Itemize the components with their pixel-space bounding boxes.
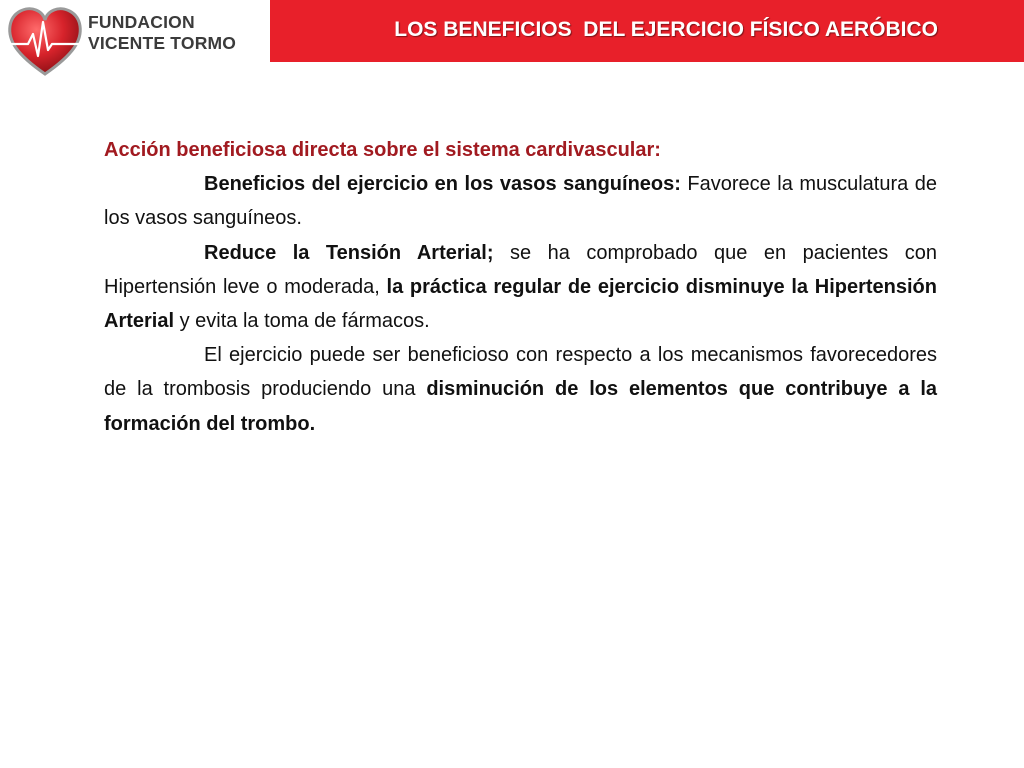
logo-line-1: FUNDACION xyxy=(88,12,195,32)
heart-ecg-icon xyxy=(6,4,84,78)
p2-text-2: y evita la toma de fármacos. xyxy=(174,310,430,333)
slide-title: LOS BENEFICIOS DEL EJERCICIO FÍSICO AERÓBICO xyxy=(394,18,938,41)
title-bar xyxy=(270,0,1024,62)
paragraph-thrombosis xyxy=(104,338,937,441)
slide-body xyxy=(104,133,937,441)
p1-bold: Beneficios del ejercicio en los vasos sanguíneos: xyxy=(204,173,681,196)
logo-line-2: VICENTE TORMO xyxy=(88,33,237,53)
logo-wordmark xyxy=(88,12,236,54)
p2-text-1: se ha comprobado que en pacientes con Hipertensión leve o moderada, xyxy=(104,241,937,298)
p2-bold-1: Reduce la Tensión Arterial; xyxy=(204,241,494,264)
p3-text-1: El ejercicio puede ser beneficioso con respecto a los mecanismos favorecedores de la trombosis produciendo una xyxy=(104,344,937,401)
paragraph-blood-vessels xyxy=(104,167,937,235)
p3-bold-1: disminución de los elementos que contribuye a la formación del trombo. xyxy=(104,378,938,435)
foundation-logo xyxy=(4,4,266,80)
paragraph-blood-pressure xyxy=(104,236,937,339)
p2-bold-2: la práctica regular de ejercicio disminuye la Hipertensión Arterial xyxy=(104,275,937,333)
section-heading: Acción beneficiosa directa sobre el sistema cardivascular: xyxy=(104,139,661,161)
p1-text: Favorece la musculatura de los vasos sanguíneos. xyxy=(104,173,937,230)
